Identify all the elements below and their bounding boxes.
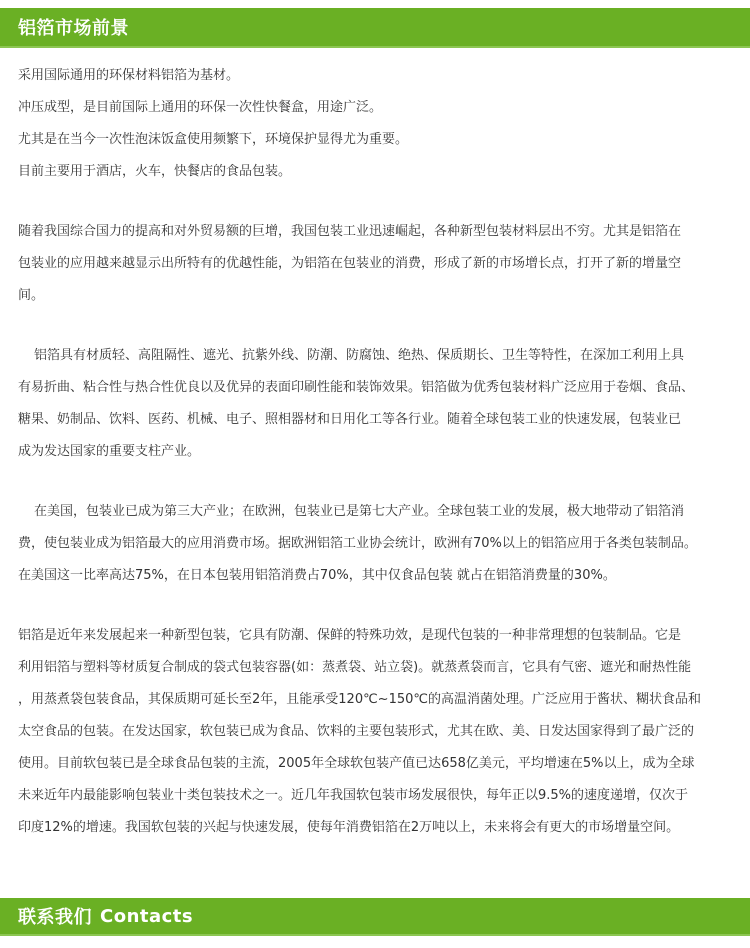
intro-line: 目前主要用于酒店，火车，快餐店的食品包装。 <box>18 164 292 179</box>
section-header-market <box>0 8 750 46</box>
paragraph-line: 有易折曲、粘合性与热合性优良以及优异的表面印刷性能和装饰效果。铝箔做为优秀包装材料广泛应用于卷烟、食品、 <box>18 380 695 395</box>
header-divider <box>0 46 750 48</box>
paragraph-line: ，用蒸煮袋包装食品，其保质期可延长至2年，且能承受120℃~150℃的高温消菌处理。广泛应用于酱状、糊状食品和 <box>18 692 701 707</box>
paragraph-gap <box>18 468 748 496</box>
paragraph-line: 铝箔具有材质轻、高阻隔性、遮光、抗紫外线、防潮、防腐蚀、绝热、保质期长、卫生等特性，在深加工利用上具 <box>34 348 685 363</box>
section-header-contacts <box>0 898 750 934</box>
paragraph-line: 未来近年内最能影响包装业十类包装技术之一。近几年我国软包装市场发展很快，每年正以9.5%的速度递增，仅次于 <box>18 788 689 803</box>
contacts-title-en: Contacts <box>100 905 194 927</box>
paragraph-line: 费，使包装业成为铝箔最大的应用消费市场。据欧洲铝箔工业协会统计，欧洲有70%以上的铝箔应用于各类包装制品。 <box>18 536 697 551</box>
contacts-title-cn: 联系我们 <box>18 907 92 928</box>
paragraph-line: 太空食品的包装。在发达国家，软包装已成为食品、饮料的主要包装形式，尤其在欧、美、日发达国家得到了最广泛的 <box>18 724 695 739</box>
intro-line: 冲压成型，是目前国际上通用的环保一次性快餐盒，用途广泛。 <box>18 100 383 115</box>
footer-divider <box>0 934 750 936</box>
paragraph-line: 成为发达国家的重要支柱产业。 <box>18 444 201 459</box>
intro-line: 尤其是在当今一次性泡沫饭盒使用频繁下，环境保护显得尤为重要。 <box>18 132 409 147</box>
paragraph-line: 随着我国综合国力的提高和对外贸易额的巨增，我国包装工业迅速崛起，各种新型包装材料层出不穷。尤其是铝箔在 <box>18 224 682 239</box>
paragraph-line: 在美国，包装业已成为第三大产业；在欧洲，包装业已是第七大产业。全球包装工业的发展，极大地带动了铝箔消 <box>34 504 685 519</box>
paragraph-line: 利用铝箔与塑料等材质复合制成的袋式包装容器(如：蒸煮袋、站立袋)。就蒸煮袋而言，它具有气密、遮光和耐热性能 <box>18 660 692 675</box>
paragraph-line: 在美国这一比率高达75%，在日本包装用铝箔消费占70%，其中仅食品包装 就占在铝箔消费量的30%。 <box>18 568 616 583</box>
paragraph-line: 间。 <box>18 288 45 303</box>
article-body <box>18 60 748 844</box>
paragraph-gap <box>18 188 748 216</box>
section-title: 铝箔市场前景 <box>18 18 129 39</box>
intro-line: 采用国际通用的环保材料铝箔为基材。 <box>18 68 240 83</box>
paragraph-line: 糖果、奶制品、饮料、医药、机械、电子、照相器材和日用化工等各行业。随着全球包装工业的快速发展，包装业已 <box>18 412 682 427</box>
paragraph-line: 印度12%的增速。我国软包装的兴起与快速发展，使每年消费铝箔在2万吨以上，未来将会有更大的市场增量空间。 <box>18 820 680 835</box>
paragraph-line: 铝箔是近年来发展起来一种新型包装，它具有防潮、保鲜的特殊功效，是现代包装的一种非常理想的包装制品。它是 <box>18 628 682 643</box>
paragraph-line: 使用。目前软包装已是全球食品包装的主流，2005年全球软包装产值已达658亿美元，平均增速在5%以上，成为全球 <box>18 756 695 771</box>
contacts-title <box>18 898 193 934</box>
paragraph-gap <box>18 312 748 340</box>
paragraph-line: 包装业的应用越来越显示出所特有的优越性能，为铝箔在包装业的消费，形成了新的市场增长点，打开了新的增量空 <box>18 256 682 271</box>
paragraph-gap <box>18 592 748 620</box>
